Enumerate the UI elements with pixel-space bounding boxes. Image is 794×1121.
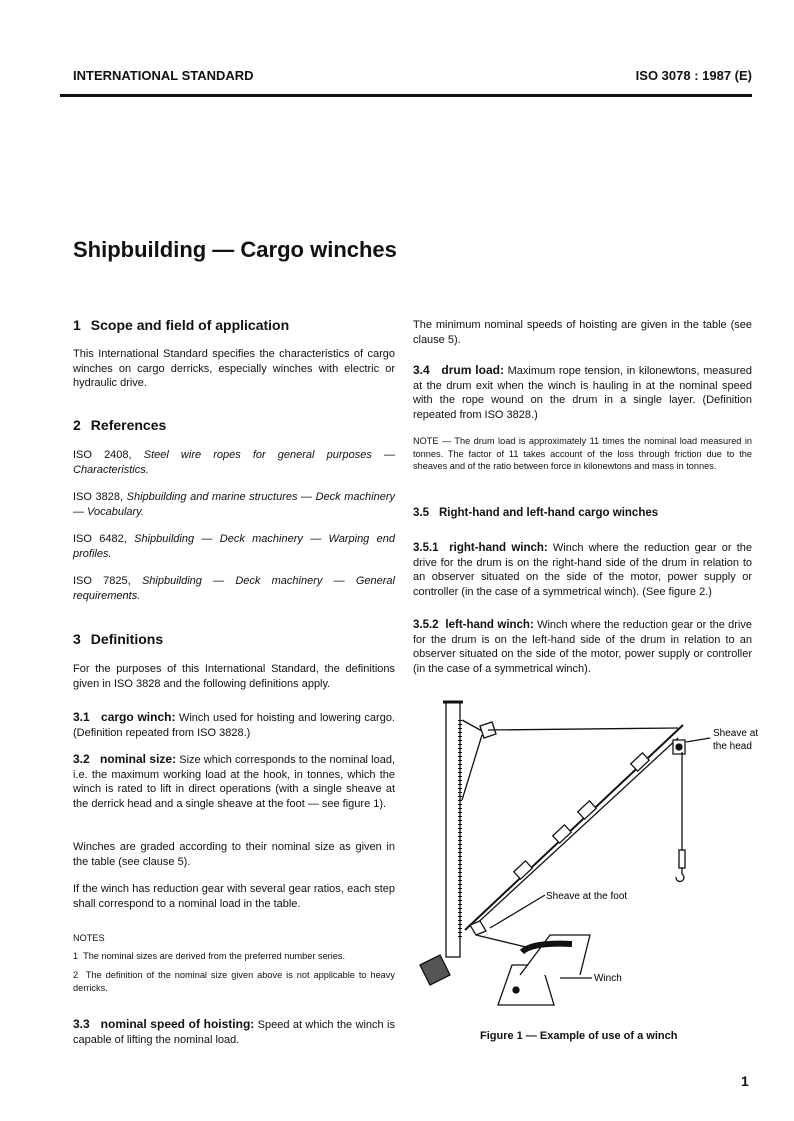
definition-3-5-2: 3.5.2 left-hand winch: Winch where the reduction gear or the drive for the drum is on the left-hand side of the drum in relation to an observer situated on the side of the motor, power supply or controller (in the case of a symmetrical winch).	[413, 619, 752, 675]
reference-item: ISO 3828, Shipbuilding and marine structures — Deck machinery — Vocabulary.	[73, 491, 395, 518]
page-number: 1	[741, 1073, 749, 1089]
note-item: 2 The definition of the nominal size given above is not applicable to heavy derricks.	[73, 970, 395, 993]
label-winch: Winch	[594, 973, 622, 984]
section-3-5-heading: 3.5 Right-hand and left-hand cargo winches	[413, 507, 659, 519]
figure-1-derrick-drawing	[410, 690, 770, 1020]
header-rule	[60, 94, 752, 97]
section-1-text: This International Standard specifies the characteristics of cargo winches on cargo derricks, especially winches with electric or hydraulic drive.	[73, 348, 395, 389]
definitions-intro: For the purposes of this International Standard, the definitions given in ISO 3828 and the following definitions apply.	[73, 663, 395, 690]
header-left: INTERNATIONAL STANDARD	[73, 68, 254, 83]
graded-paragraph: Winches are graded according to their nominal size as given in the table (see clause 5).	[73, 841, 395, 868]
reference-item: ISO 2408, Steel wire ropes for general purposes — Characteristics.	[73, 449, 395, 476]
gear-paragraph: If the winch has reduction gear with several gear ratios, each step shall correspond to a nominal load in the table.	[73, 883, 395, 910]
definition-3-5-1: 3.5.1 right-hand winch: Winch where the reduction gear or the drive for the drum is on the right-hand side of the drum in relation to an observer situated on the side of the motor, power supply or controller (in the case of a symmetrical winch). (See figure 2.)	[413, 542, 752, 598]
label-sheave-head-2: the head	[713, 741, 752, 752]
note-3-4: NOTE — The drum load is approximately 11 times the nominal load measured in tonnes. The factor of 11 takes account of the loss through friction due to the sheaves and of the ratio between force in kilonewtons and mass in tonnes.	[413, 436, 752, 471]
definition-3-3: 3.3 nominal speed of hoisting: Speed at which the winch is capable of lifting the nominal load.	[73, 1017, 395, 1046]
page-title: Shipbuilding — Cargo winches	[73, 237, 397, 262]
min-speed-paragraph: The minimum nominal speeds of hoisting are given in the table (see clause 5).	[413, 319, 752, 346]
label-sheave-head-1: Sheave at	[713, 728, 759, 739]
header-right: ISO 3078 : 1987 (E)	[635, 68, 752, 83]
label-sheave-foot: Sheave at the foot	[546, 891, 628, 902]
figure-caption: Figure 1 — Example of use of a winch	[480, 1030, 678, 1042]
definition-3-2: 3.2 nominal size: Size which corresponds to the nominal load, i.e. the maximum working load at the hook, in tonnes, which the winch is rated to lift in direct operations (with a single sheave at the derrick head and a single sheave at the foot — see figure 1).	[73, 752, 396, 810]
section-3-heading: 3 Definitions	[73, 631, 164, 647]
reference-item: ISO 6482, Shipbuilding — Deck machinery — Warping end profiles.	[73, 533, 395, 560]
definition-3-4: 3.4 drum load: Maximum rope tension, in kilonewtons, measured at the drum exit when the winch is hauling in at the nominal speed with the rope wound on the drum in a single layer. (Definition repeated from ISO 3828.)	[413, 363, 752, 421]
note-item: 1 The nominal sizes are derived from the preferred number series.	[73, 951, 346, 961]
reference-item: ISO 7825, Shipbuilding — Deck machinery — General requirements.	[73, 575, 395, 602]
section-1-heading: 1 Scope and field of application	[73, 317, 290, 333]
notes-title: NOTES	[73, 933, 105, 943]
section-2-heading: 2 References	[73, 417, 167, 433]
definition-3-1: 3.1 cargo winch: Winch used for hoisting and lowering cargo. (Definition repeated from ISO 3828.)	[73, 710, 395, 739]
